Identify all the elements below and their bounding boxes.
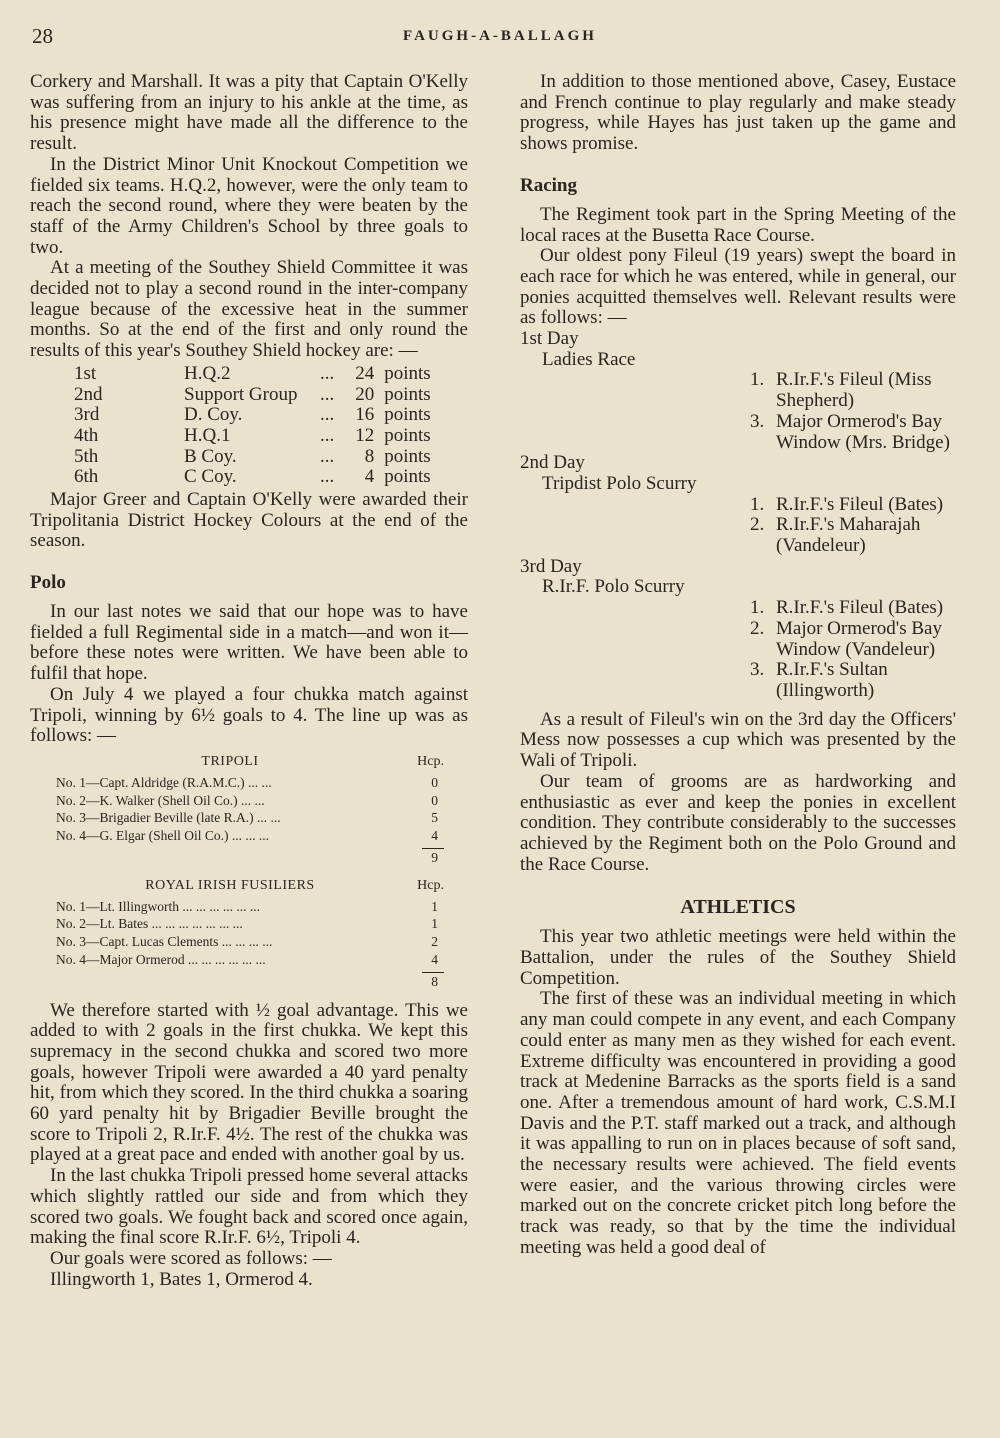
race-name: R.Ir.F. Polo Scurry [542,576,685,598]
lineup-player: No. 2—K. Walker (Shell Oil Co.) ... ... [56,792,265,808]
results-team: B Coy. [184,445,237,467]
paragraph: Illingworth 1, Bates 1, Ormerod 4. [50,1268,313,1290]
placing-text: Major Ormerod's Bay Window (Mrs. Bridge) [776,410,950,453]
paragraph: This year two athletic meetings were held within the Battalion, under the rules of the Southey Shield Competition. [520,926,956,989]
page-number: 28 [32,24,53,48]
results-row [74,467,468,488]
paragraph: In the last chukka Tripoli pressed home several attacks which slightly rattled our side and from which they scored two goals. We fought back and scored once again, making the final score R.Ir.F. 6½, Tripoli 4. [30,1165,468,1249]
placing-text: R.Ir.F.'s Fileul (Bates) [776,597,944,619]
lineup-total: 9 [422,848,444,867]
results-points: 20 [355,383,375,405]
placing-text: R.Ir.F.'s Sultan (Illingworth) [776,659,888,701]
lineup-handicap: 4 [431,828,438,844]
lineup-handicap: 0 [431,792,438,808]
results-unit: points [384,445,431,467]
paragraph: In addition to those mentioned above, Casey, Eustace and French continue to play regularly and make steady progress, while Hayes has just taken up the game and shows promise. [520,71,956,155]
lineup-player: No. 3—Brigadier Beville (late R.A.) ... ... [56,810,281,826]
results-team: H.Q.2 [184,362,231,384]
paragraph: Our team of grooms are as hardworking and enthusiastic as ever and keep the ponies in excellent condition. They contribute considerably to the successes achieved by the Regiment both on the Polo Ground and the Race Course. [520,770,956,875]
tripoli-lineup [56,753,444,991]
lineup-row [56,792,444,810]
placing-row [750,619,956,660]
lineup-row [56,809,444,827]
results-team: D. Coy. [184,404,243,426]
paragraph: Our oldest pony Fileul (19 years) swept the board in each race for which he was entered, while in general, our ponies acquitted themselves well. Relevant results were as follows: — [520,245,956,329]
placing-number: 2. [750,514,765,536]
results-team: Support Group [184,383,298,405]
race-placings [750,495,956,557]
paragraph: In our last notes we said that our hope was to have fielded a full Regimental side in a match—and won it—before these notes were written. We have been able to fulfil that hope. [30,601,468,685]
results-points: 8 [364,445,375,467]
paragraph: Major Greer and Captain O'Kelly were awarded their Tripolitania District Hockey Colours at the end of the season. [30,488,468,552]
left-column [30,72,468,1290]
results-row [74,405,468,426]
results-points: 4 [364,466,375,488]
lineup-team-title: ROYAL IRISH FUSILIERS [145,877,315,893]
lineup-row [56,827,444,845]
placing-row [750,495,956,516]
lineup-team-title: TRIPOLI [201,754,259,769]
lineup-hcp-label: Hcp. [417,754,444,769]
placing-text: R.Ir.F.'s Fileul (Miss Shepherd) [776,369,932,412]
paragraph: On July 4 we played a four chukka match against Tripoli, winning by 6½ goals to 4. The line up was as follows: — [30,683,468,747]
lineup-player: No. 4—Major Ormerod ... ... ... ... ... ... [56,951,266,967]
results-position: 3rd [74,404,100,426]
race-day-label: 1st Day [520,328,579,350]
section-heading-athletics: ATHLETICS [680,896,796,919]
running-header: FAUGH-A-BALLAGH [403,28,597,44]
lineup-row [56,915,444,933]
lineup-player: No. 2—Lt. Bates ... ... ... ... ... ... ... [56,916,243,932]
results-position: 1st [74,362,97,384]
paragraph: At a meeting of the Southey Shield Committee it was decided not to play a second round in the inter-company league because of the excessive heat in the summer months. So at the end of the first and only round the results of this year's Southey Shield hockey are: — [30,257,468,362]
results-position: 5th [74,445,99,467]
lineup-handicap: 1 [431,916,438,932]
placing-row [750,598,956,619]
paragraph: The first of these was an individual meeting in which any man could compete in any event, and each Company could enter as many men as they wished for each event. Extreme difficulty was encountered in providing a good track at Medenine Barracks as the sports field is a sand one. After a tremendous amount of hard work, C.S.M.I Davis and the P.T. staff marked out a track, and although it was appalling to run on in places because of soft sand, the necessary results were achieved. The field events were easier, and the various throwing circles were marked out on the concrete cricket pitch long before the track was ready, so that by the time the individual meeting was held a good deal of [520,988,956,1258]
placing-number: 3. [750,410,765,432]
paragraph: Our goals were scored as follows: — [50,1248,332,1269]
lineup-caption [56,753,444,771]
results-points: 24 [355,362,375,384]
paragraph: As a result of Fileul's win on the 3rd day the Officers' Mess now possesses a cup which was presented by the Wali of Tripoli. [520,708,956,772]
race-name: Tripdist Polo Scurry [542,472,697,494]
placing-text: R.Ir.F.'s Fileul (Bates) [776,493,944,515]
placing-row [750,412,956,453]
lineup-player: No. 1—Lt. Illingworth ... ... ... ... ... ... [56,898,260,914]
lineup-row [56,898,444,916]
paragraph: The Regiment took part in the Spring Meeting of the local races at the Busetta Race Course. [520,203,956,246]
results-row [74,385,468,406]
results-team: H.Q.1 [184,424,231,446]
lineup-player: No. 3—Capt. Lucas Clements ... ... ... ... [56,934,273,950]
results-leader: ... [320,424,335,446]
placing-number: 3. [750,659,765,681]
results-position: 4th [74,424,99,446]
lineup-handicap: 0 [431,774,438,790]
lineup-player: No. 1—Capt. Aldridge (R.A.M.C.) ... ... [56,774,272,790]
lineup-handicap: 4 [431,951,438,967]
results-row [74,364,468,385]
placing-row [750,515,956,556]
hockey-results-table [74,364,468,488]
lineup-player: No. 4—G. Elgar (Shell Oil Co.) ... ... ... [56,828,269,844]
results-leader: ... [320,362,335,384]
results-row [74,447,468,468]
placing-text: Major Ormerod's Bay Window (Vandeleur) [776,617,942,660]
section-heading-racing: Racing [520,174,577,196]
lineup-row [56,933,444,951]
paragraph: We therefore started with ½ goal advantage. This we added to with 2 goals in the first chukka. We kept this supremacy in the second chukka and scored two more goals, however Tripoli were awarded a 40 yard penalty hit, from which they scored. In the third chukka a soaring 60 yard penalty hit by Brigadier Beville brought the score to Tripoli 2, R.Ir.F. 4½. The rest of the chukka was played at a great pace and ended with another goal by us. [30,999,468,1166]
section-heading-polo: Polo [30,572,66,594]
lineup-total: 8 [422,972,444,991]
results-unit: points [384,362,431,384]
paragraph: Corkery and Marshall. It was a pity that Captain O'Kelly was suffering from an injury to his ankle at the time, as his presence might have made all the difference to the result. [30,71,468,155]
results-unit: points [384,404,431,426]
paragraph: In the District Minor Unit Knockout Competition we fielded six teams. H.Q.2, however, were the only team to reach the second round, where they were beaten by the staff of the Army Children's School by three goals to two. [30,153,468,258]
placing-number: 1. [750,369,765,391]
results-points: 16 [355,404,375,426]
results-row [74,426,468,447]
results-team: C Coy. [184,466,237,488]
placing-number: 1. [750,597,765,619]
placing-text: R.Ir.F.'s Maharajah (Vandeleur) [776,514,921,557]
results-position: 6th [74,466,99,488]
lineup-handicap: 5 [431,810,438,826]
results-unit: points [384,424,431,446]
lineup-row [56,774,444,792]
placing-row [750,660,956,701]
lineup-row [56,951,444,969]
race-day-label: 2nd Day [520,452,585,474]
placing-number: 1. [750,493,765,515]
lineup-handicap: 1 [431,898,438,914]
lineup-handicap: 2 [431,934,438,950]
race-placings [750,598,956,702]
race-day-label: 3rd Day [520,555,582,577]
results-unit: points [384,466,431,488]
results-leader: ... [320,466,335,488]
results-unit: points [384,383,431,405]
race-name: Ladies Race [542,348,636,370]
lineup-hcp-label: Hcp. [417,877,444,893]
results-leader: ... [320,445,335,467]
right-column [520,72,956,1259]
results-position: 2nd [74,383,103,405]
results-points: 12 [355,424,375,446]
race-placings [750,370,956,453]
placing-number: 2. [750,617,765,639]
lineup-caption [56,877,444,895]
placing-row [750,370,956,411]
results-leader: ... [320,383,335,405]
results-leader: ... [320,404,335,426]
